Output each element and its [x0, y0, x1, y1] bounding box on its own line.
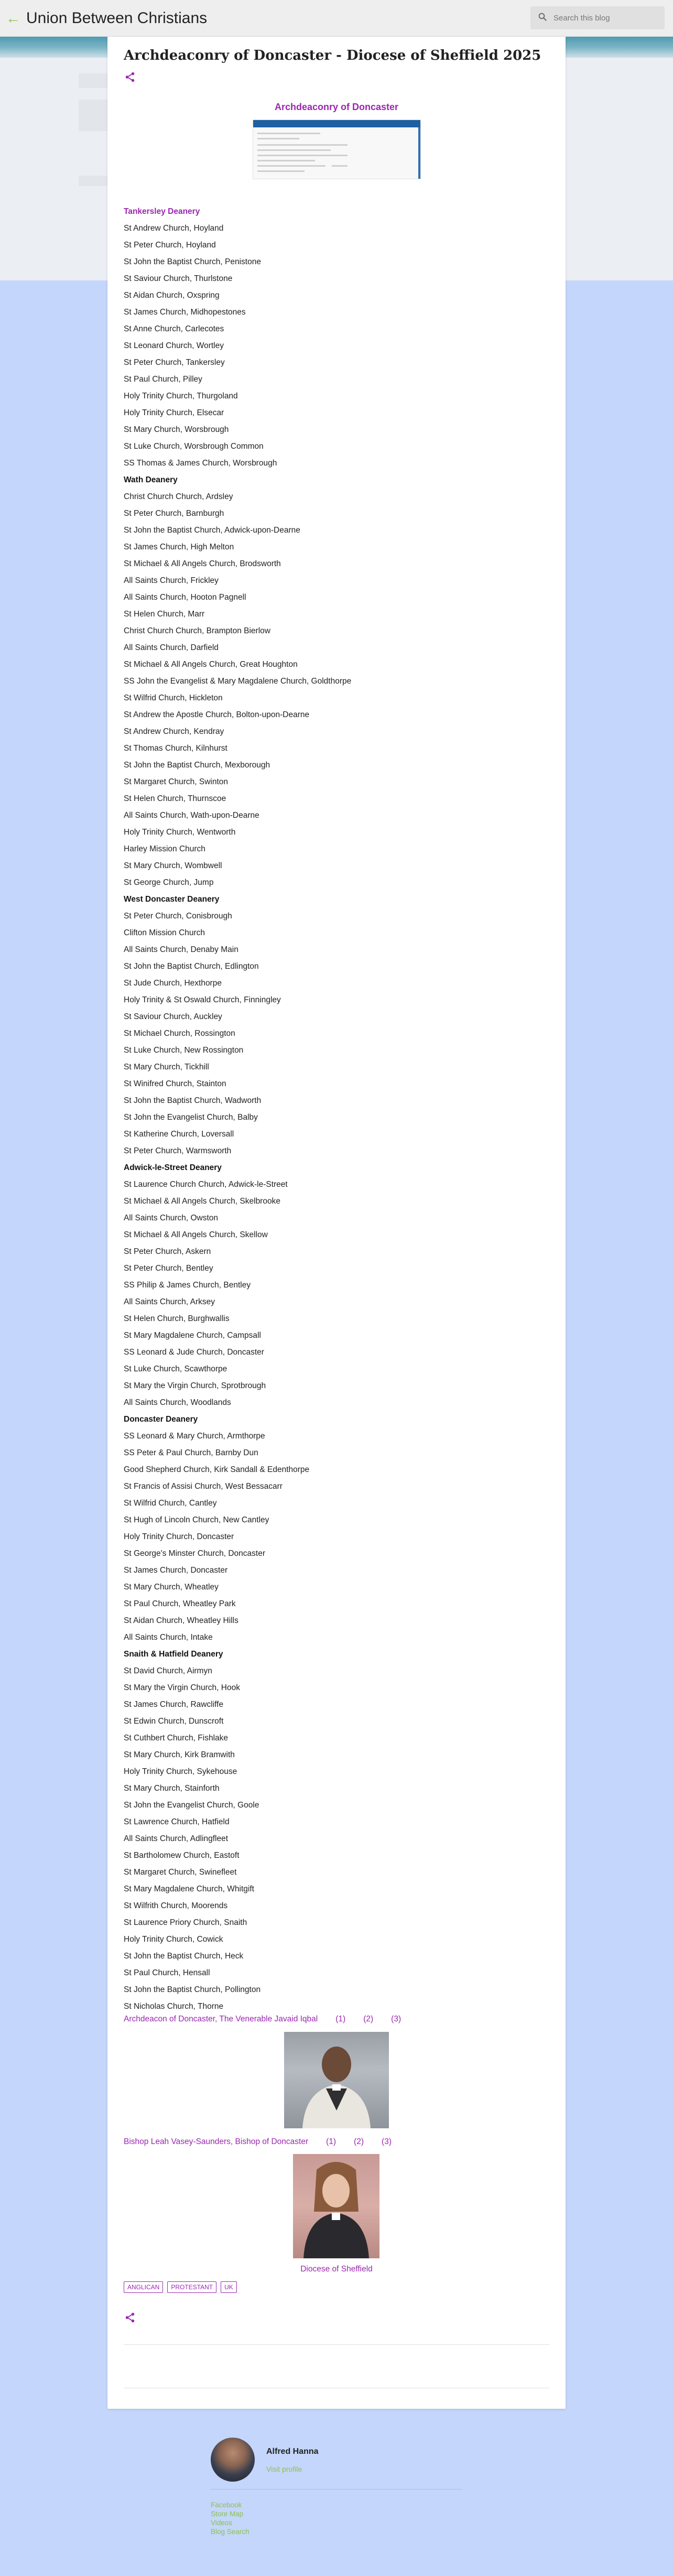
list-item: St Peter Church, Conisbrough: [124, 912, 232, 921]
list-item: St James Church, Midhopestones: [124, 308, 246, 317]
list-item: St Michael & All Angels Church, Skellow: [124, 1230, 268, 1239]
list-item: St Andrew Church, Kendray: [124, 727, 224, 736]
list-item: St Peter Church, Warmsworth: [124, 1146, 232, 1155]
list-item: Holy Trinity Church, Thurgoland: [124, 392, 238, 401]
list-item: SS Philip & James Church, Bentley: [124, 1281, 251, 1290]
divider: [124, 2344, 549, 2345]
list-item: St Hugh of Lincoln Church, New Cantley: [124, 1516, 269, 1524]
deanery-heading: Snaith & Hatfield Deanery: [124, 1650, 223, 1659]
list-item: St Edwin Church, Dunscroft: [124, 1717, 224, 1726]
list-item: St John the Baptist Church, Pollington: [124, 1985, 261, 1994]
footer-link-blog-search[interactable]: Blog Search: [211, 2528, 249, 2536]
list-item: All Saints Church, Woodlands: [124, 1398, 231, 1407]
footer-divider: [211, 2489, 462, 2490]
deanery-heading: Doncaster Deanery: [124, 1415, 198, 1424]
bishop-ref-2[interactable]: (2): [354, 2137, 364, 2146]
list-item: St James Church, Rawcliffe: [124, 1700, 224, 1709]
list-item: St David Church, Airmyn: [124, 1666, 212, 1675]
list-item: St John the Evangelist Church, Balby: [124, 1113, 258, 1122]
list-item: St Nicholas Church, Thorne: [124, 2002, 224, 2011]
post-labels: [124, 2281, 237, 2293]
footer-link-facebook[interactable]: Facebook: [211, 2501, 242, 2509]
list-item: St Bartholomew Church, Eastoft: [124, 1851, 240, 1860]
list-item: St Cuthbert Church, Fishlake: [124, 1734, 229, 1742]
list-item: St Peter Church, Bentley: [124, 1264, 213, 1273]
archdeacon-link[interactable]: Archdeacon of Doncaster, The Venerable Javaid Iqbal: [124, 2015, 318, 2023]
list-item: St Mary Church, Tickhill: [124, 1063, 209, 1071]
list-item: St Peter Church, Tankersley: [124, 358, 225, 367]
list-item: St Lawrence Church, Hatfield: [124, 1817, 230, 1826]
list-item: St Helen Church, Thurnscoe: [124, 794, 226, 803]
archdeacon-ref-1[interactable]: (1): [335, 2015, 346, 2023]
list-item: St Saviour Church, Thurlstone: [124, 274, 233, 283]
bishop-photo[interactable]: [293, 2154, 379, 2258]
list-item: St Paul Church, Wheatley Park: [124, 1599, 236, 1608]
app-bar: [0, 0, 673, 37]
list-item: St Wilfrith Church, Moorends: [124, 1901, 228, 1910]
list-item: All Saints Church, Wath-upon-Dearne: [124, 811, 259, 820]
list-item: St John the Baptist Church, Edlington: [124, 962, 259, 971]
list-item: St Francis of Assisi Church, West Bessacarr: [124, 1482, 283, 1491]
list-item: St Michael & All Angels Church, Brodsworth: [124, 559, 281, 568]
bishop-link[interactable]: Bishop Leah Vasey-Saunders, Bishop of Doncaster: [124, 2137, 309, 2146]
list-item: Holy Trinity Church, Doncaster: [124, 1532, 234, 1541]
label-anglican[interactable]: ANGLICAN: [124, 2281, 163, 2293]
list-item: St Aidan Church, Wheatley Hills: [124, 1616, 238, 1625]
share-icon[interactable]: [124, 71, 136, 83]
list-item: St Michael & All Angels Church, Great Houghton: [124, 660, 298, 669]
list-item: All Saints Church, Frickley: [124, 576, 219, 585]
deanery-heading: Adwick-le-Street Deanery: [124, 1163, 222, 1172]
list-item: St Paul Church, Hensall: [124, 1968, 210, 1977]
list-item: SS Leonard & Jude Church, Doncaster: [124, 1348, 264, 1357]
label-uk[interactable]: UK: [221, 2281, 237, 2293]
search-input[interactable]: [530, 6, 665, 29]
list-item: St Mary Church, Worsbrough: [124, 425, 229, 434]
list-item: St John the Baptist Church, Heck: [124, 1952, 244, 1961]
back-arrow-icon[interactable]: ←: [6, 9, 20, 26]
list-item: All Saints Church, Arksey: [124, 1297, 215, 1306]
bishop-ref-1[interactable]: (1): [326, 2137, 336, 2146]
avatar[interactable]: [211, 2438, 255, 2482]
list-item: St Michael Church, Rossington: [124, 1029, 235, 1038]
list-item: St John the Baptist Church, Wadworth: [124, 1096, 262, 1105]
profile-name: Alfred Hanna: [266, 2447, 319, 2456]
list-item: Holy Trinity Church, Elsecar: [124, 408, 224, 417]
post-title: Archdeaconry of Doncaster - Diocese of Sheffield 2025: [124, 48, 541, 63]
list-item: St Mary Church, Kirk Bramwith: [124, 1750, 235, 1759]
list-item: St Mary Magdalene Church, Campsall: [124, 1331, 261, 1340]
list-item: St Margaret Church, Swinefleet: [124, 1868, 237, 1877]
list-item: St James Church, High Melton: [124, 543, 234, 551]
list-item: Clifton Mission Church: [124, 928, 205, 937]
list-item: St Luke Church, Scawthorpe: [124, 1365, 227, 1373]
label-protestant[interactable]: PROTESTANT: [167, 2281, 216, 2293]
list-item: St Helen Church, Burghwallis: [124, 1314, 230, 1323]
image-heading[interactable]: Archdeaconry of Doncaster: [274, 102, 399, 112]
list-item: St John the Evangelist Church, Goole: [124, 1801, 259, 1810]
list-item: SS Peter & Paul Church, Barnby Dun: [124, 1448, 258, 1457]
list-item: St Thomas Church, Kilnhurst: [124, 744, 227, 753]
list-item: SS Thomas & James Church, Worsbrough: [124, 459, 277, 468]
bishop-row: [124, 2134, 553, 2150]
archdeacon-photo[interactable]: [284, 2032, 389, 2128]
footer-link-store-map[interactable]: Store Map: [211, 2510, 244, 2518]
list-item: All Saints Church, Hooton Pagnell: [124, 593, 246, 602]
visit-profile-link[interactable]: Visit profile: [266, 2465, 302, 2473]
list-item: St Leonard Church, Wortley: [124, 341, 224, 350]
list-item: St Aidan Church, Oxspring: [124, 291, 220, 300]
list-item: St John the Baptist Church, Mexborough: [124, 761, 270, 770]
list-item: St Mary the Virgin Church, Hook: [124, 1683, 240, 1692]
list-item: Holy Trinity & St Oswald Church, Finningley: [124, 995, 281, 1004]
list-item: St George's Minster Church, Doncaster: [124, 1549, 266, 1558]
list-item: St Saviour Church, Auckley: [124, 1012, 222, 1021]
list-item: All Saints Church, Darfield: [124, 643, 219, 652]
list-item: St Andrew Church, Hoyland: [124, 224, 224, 233]
list-item: Holy Trinity Church, Sykehouse: [124, 1767, 237, 1776]
list-item: St Wilfrid Church, Hickleton: [124, 694, 223, 702]
list-item: SS Leonard & Mary Church, Armthorpe: [124, 1432, 265, 1441]
list-item: St Mary Church, Stainforth: [124, 1784, 220, 1793]
list-item: SS John the Evangelist & Mary Magdalene Church, Goldthorpe: [124, 677, 352, 686]
list-item: St Laurence Priory Church, Snaith: [124, 1918, 247, 1927]
archdeaconry-screenshot-image[interactable]: [253, 120, 421, 179]
list-item: St Andrew the Apostle Church, Bolton-upon-Dearne: [124, 710, 310, 719]
post-card: [107, 37, 566, 2409]
list-item: St Peter Church, Hoyland: [124, 241, 216, 250]
list-item: Harley Mission Church: [124, 845, 205, 853]
archdeacon-ref-2[interactable]: (2): [363, 2015, 374, 2023]
list-item: Holy Trinity Church, Cowick: [124, 1935, 223, 1944]
list-item: St George Church, Jump: [124, 878, 214, 887]
list-item: St Winifred Church, Stainton: [124, 1079, 226, 1088]
list-item: St Mary Church, Wheatley: [124, 1583, 219, 1592]
list-item: St Laurence Church Church, Adwick-le-Street: [124, 1180, 288, 1189]
list-item: St Paul Church, Pilley: [124, 375, 202, 384]
list-item: St John the Baptist Church, Penistone: [124, 257, 261, 266]
list-item: All Saints Church, Denaby Main: [124, 945, 238, 954]
list-item: St Margaret Church, Swinton: [124, 777, 229, 786]
diocese-caption[interactable]: Diocese of Sheffield: [300, 2265, 373, 2274]
list-item: Christ Church Church, Ardsley: [124, 492, 233, 501]
list-item: St John the Baptist Church, Adwick-upon-Dearne: [124, 526, 300, 535]
list-item: St Mary the Virgin Church, Sprotbrough: [124, 1381, 266, 1390]
list-item: St James Church, Doncaster: [124, 1566, 228, 1575]
list-item: St Peter Church, Askern: [124, 1247, 211, 1256]
list-item: All Saints Church, Owston: [124, 1214, 219, 1222]
list-item: St Mary Church, Wombwell: [124, 861, 222, 870]
list-item: All Saints Church, Adlingfleet: [124, 1834, 229, 1843]
list-item: St Luke Church, Worsbrough Common: [124, 442, 264, 451]
church-list: [124, 203, 553, 2015]
list-item: St Mary Magdalene Church, Whitgift: [124, 1885, 254, 1893]
share-icon[interactable]: [124, 2312, 136, 2323]
list-item: St Anne Church, Carlecotes: [124, 324, 224, 333]
list-item: St Luke Church, New Rossington: [124, 1046, 244, 1055]
list-item: Good Shepherd Church, Kirk Sandall & Edenthorpe: [124, 1465, 310, 1474]
list-item: St Wilfrid Church, Cantley: [124, 1499, 217, 1508]
blog-title[interactable]: Union Between Christians: [26, 9, 208, 27]
footer-link-videos[interactable]: Videos: [211, 2519, 233, 2527]
deanery-heading: Wath Deanery: [124, 475, 178, 484]
footer-links: [211, 2501, 249, 2536]
list-item: Holy Trinity Church, Wentworth: [124, 828, 236, 837]
deanery-heading: West Doncaster Deanery: [124, 895, 220, 904]
list-item: St Katherine Church, Loversall: [124, 1130, 234, 1139]
search-placeholder: Search this blog: [553, 13, 610, 23]
list-item: Christ Church Church, Brampton Bierlow: [124, 626, 270, 635]
list-item: St Helen Church, Marr: [124, 610, 205, 619]
archdeacon-ref-3[interactable]: (3): [391, 2015, 401, 2023]
list-item: St Peter Church, Barnburgh: [124, 509, 224, 518]
bishop-ref-3[interactable]: (3): [382, 2137, 392, 2146]
list-item: All Saints Church, Intake: [124, 1633, 213, 1642]
search-icon[interactable]: [538, 12, 547, 24]
deanery-heading: Tankersley Deanery: [124, 207, 200, 216]
list-item: St Michael & All Angels Church, Skelbrooke: [124, 1197, 280, 1206]
archdeacon-row: [124, 2011, 553, 2028]
list-item: St Jude Church, Hexthorpe: [124, 979, 222, 988]
